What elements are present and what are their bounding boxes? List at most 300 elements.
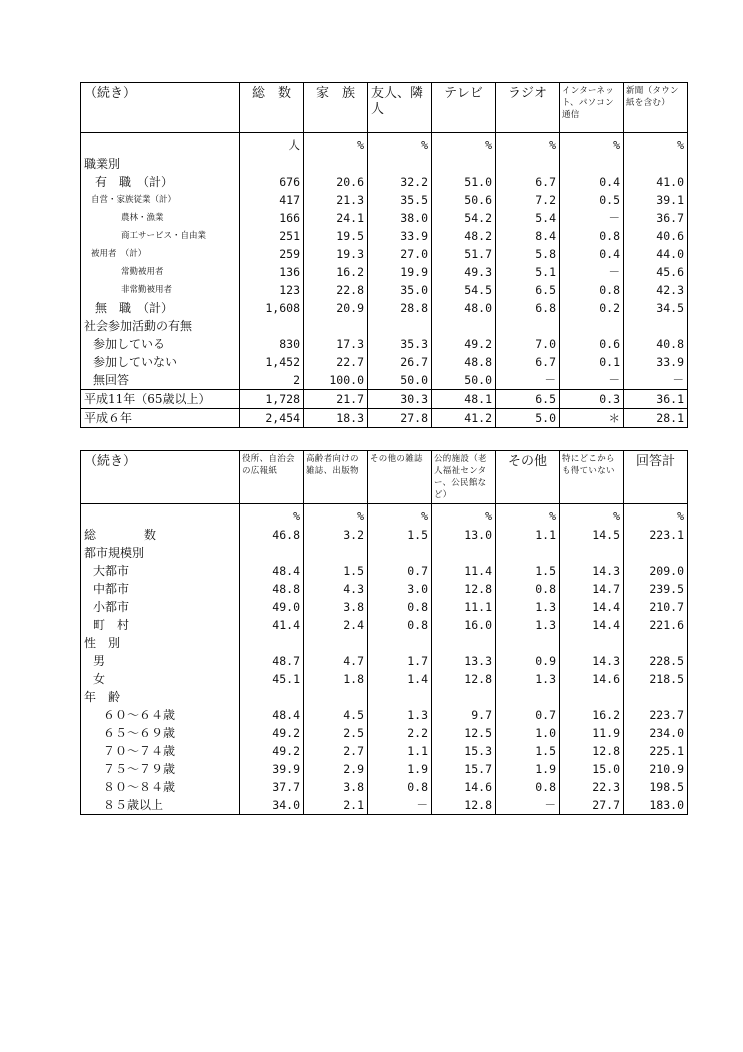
cell: 12.8 <box>432 796 496 815</box>
row-label: 社会参加活動の有無 <box>81 317 240 335</box>
cell: 49.3 <box>432 263 496 281</box>
cell: 48.8 <box>240 580 304 598</box>
row-label: 中都市 <box>81 580 240 598</box>
cell: 1.8 <box>304 670 368 688</box>
cell: 3.8 <box>304 778 368 796</box>
cell: 1.5 <box>496 742 560 760</box>
table1-header-radio: ラジオ <box>496 83 560 133</box>
table-row <box>81 209 688 227</box>
table-row <box>81 281 688 299</box>
cell: 33.9 <box>624 353 688 371</box>
table-row <box>81 670 688 688</box>
cell: 13.3 <box>432 652 496 670</box>
unit-cell: % <box>304 504 368 527</box>
cell: 40.8 <box>624 335 688 353</box>
cell: 14.5 <box>560 526 624 544</box>
table-row <box>81 155 688 173</box>
table-row <box>81 317 688 335</box>
unit-cell: % <box>432 504 496 527</box>
unit-cell: % <box>624 133 688 156</box>
cell <box>368 634 432 652</box>
cell: 0.9 <box>496 652 560 670</box>
row-label: 無回答 <box>81 371 240 390</box>
row-label: 都市規模別 <box>81 544 240 562</box>
cell: 0.7 <box>368 562 432 580</box>
cell: 223.7 <box>624 706 688 724</box>
cell: 19.3 <box>304 245 368 263</box>
row-label: 自営・家族従業（計） <box>81 191 240 209</box>
cell <box>304 544 368 562</box>
cell: 100.0 <box>304 371 368 390</box>
cell: 1.9 <box>496 760 560 778</box>
row-label: 参加している <box>81 335 240 353</box>
cell: 37.7 <box>240 778 304 796</box>
cell <box>304 155 368 173</box>
cell: 14.7 <box>560 580 624 598</box>
cell: 11.1 <box>432 598 496 616</box>
cell: 14.4 <box>560 598 624 616</box>
cell <box>432 634 496 652</box>
cell: 50.0 <box>368 371 432 390</box>
row-label: 被用者 （計） <box>81 245 240 263</box>
cell: 27.0 <box>368 245 432 263</box>
row-label: 男 <box>81 652 240 670</box>
cell: 35.0 <box>368 281 432 299</box>
cell: 5.0 <box>496 409 560 428</box>
cell: 1.3 <box>496 598 560 616</box>
cell: 6.5 <box>496 281 560 299</box>
cell: 16.0 <box>432 616 496 634</box>
cell: 1,728 <box>240 390 304 409</box>
cell: 33.9 <box>368 227 432 245</box>
cell <box>496 155 560 173</box>
row-label: ６５～６９歳 <box>81 724 240 742</box>
cell: 1.3 <box>368 706 432 724</box>
table1-header-newspaper: 新聞（タウン紙を含む） <box>624 83 688 133</box>
table2-header-senior-magazines: 高齢者向けの雑誌、出版物 <box>304 451 368 504</box>
unit-cell: % <box>496 133 560 156</box>
cell: 209.0 <box>624 562 688 580</box>
table1-header-total: 総 数 <box>240 83 304 133</box>
cell: 2.5 <box>304 724 368 742</box>
cell: 42.3 <box>624 281 688 299</box>
cell: 48.1 <box>432 390 496 409</box>
cell: 49.2 <box>432 335 496 353</box>
cell: 21.3 <box>304 191 368 209</box>
row-label: 非常勤被用者 <box>81 281 240 299</box>
row-label: 町 村 <box>81 616 240 634</box>
cell: 12.8 <box>560 742 624 760</box>
cell: 15.3 <box>432 742 496 760</box>
table-row <box>81 616 688 634</box>
row-label: 年 齢 <box>81 688 240 706</box>
cell: 1.1 <box>496 526 560 544</box>
cell: 5.1 <box>496 263 560 281</box>
cell <box>240 317 304 335</box>
cell: 14.3 <box>560 562 624 580</box>
cell <box>368 688 432 706</box>
row-label: ７０～７４歳 <box>81 742 240 760</box>
cell: 0.3 <box>560 390 624 409</box>
cell: 0.8 <box>368 778 432 796</box>
cell: 2.9 <box>304 760 368 778</box>
cell <box>560 317 624 335</box>
cell: 5.4 <box>496 209 560 227</box>
cell <box>240 634 304 652</box>
cell: 28.1 <box>624 409 688 428</box>
cell: 2.1 <box>304 796 368 815</box>
cell: 14.3 <box>560 652 624 670</box>
cell: 19.5 <box>304 227 368 245</box>
table-row <box>81 796 688 815</box>
cell: 50.0 <box>432 371 496 390</box>
cell: 1.3 <box>496 616 560 634</box>
cell: 17.3 <box>304 335 368 353</box>
cell: 0.1 <box>560 353 624 371</box>
cell: 28.8 <box>368 299 432 317</box>
table-row <box>81 760 688 778</box>
table-row <box>81 778 688 796</box>
cell: 16.2 <box>560 706 624 724</box>
unit-cell: % <box>560 504 624 527</box>
row-label: 無 職 （計） <box>81 299 240 317</box>
cell: 38.0 <box>368 209 432 227</box>
table-row <box>81 191 688 209</box>
table2-header-public-facilities: 公的施設（老人福祉センター、公民館など） <box>432 451 496 504</box>
cell: 27.7 <box>560 796 624 815</box>
cell: 218.5 <box>624 670 688 688</box>
cell: 30.3 <box>368 390 432 409</box>
cell: 48.4 <box>240 706 304 724</box>
unit-cell: % <box>304 133 368 156</box>
cell <box>496 317 560 335</box>
cell: 0.8 <box>496 580 560 598</box>
table-row <box>81 353 688 371</box>
table-row-summary <box>81 390 688 409</box>
cell <box>432 155 496 173</box>
cell: 228.5 <box>624 652 688 670</box>
cell: 4.3 <box>304 580 368 598</box>
cell: 210.9 <box>624 760 688 778</box>
cell: 49.2 <box>240 742 304 760</box>
cell: 20.9 <box>304 299 368 317</box>
cell: 19.9 <box>368 263 432 281</box>
unit-cell: % <box>624 504 688 527</box>
table-row <box>81 562 688 580</box>
cell: 12.8 <box>432 580 496 598</box>
row-label: 有 職 （計） <box>81 173 240 191</box>
unit-cell: % <box>240 504 304 527</box>
table-row <box>81 652 688 670</box>
cell: 26.7 <box>368 353 432 371</box>
cell: － <box>560 371 624 390</box>
cell: 830 <box>240 335 304 353</box>
table1-header-internet: インターネット、パソコン通信 <box>560 83 624 133</box>
row-label: 平成11年（65歳以上） <box>81 390 240 409</box>
cell: 40.6 <box>624 227 688 245</box>
cell <box>496 544 560 562</box>
cell: 45.6 <box>624 263 688 281</box>
cell: 39.9 <box>240 760 304 778</box>
table-row-summary <box>81 409 688 428</box>
row-label: ６０～６４歳 <box>81 706 240 724</box>
cell: 11.9 <box>560 724 624 742</box>
cell: 0.8 <box>560 281 624 299</box>
cell: 2.7 <box>304 742 368 760</box>
cell <box>560 155 624 173</box>
table-row <box>81 544 688 562</box>
unit-cell: % <box>368 133 432 156</box>
cell: 12.5 <box>432 724 496 742</box>
cell: 44.0 <box>624 245 688 263</box>
table2-header-continued: （続き） <box>81 451 240 504</box>
cell: 24.1 <box>304 209 368 227</box>
cell: 4.5 <box>304 706 368 724</box>
cell: 14.6 <box>432 778 496 796</box>
cell: 48.8 <box>432 353 496 371</box>
cell: 35.3 <box>368 335 432 353</box>
row-label: 職業別 <box>81 155 240 173</box>
cell: 15.7 <box>432 760 496 778</box>
cell: 6.7 <box>496 173 560 191</box>
cell: 0.8 <box>560 227 624 245</box>
cell: 12.8 <box>432 670 496 688</box>
cell: 0.5 <box>560 191 624 209</box>
cell <box>624 544 688 562</box>
cell: 20.6 <box>304 173 368 191</box>
row-label: ８０～８４歳 <box>81 778 240 796</box>
table2-header-other-magazines: その他の雑誌 <box>368 451 432 504</box>
cell: 251 <box>240 227 304 245</box>
cell: 41.4 <box>240 616 304 634</box>
cell: 45.1 <box>240 670 304 688</box>
cell: 0.8 <box>368 598 432 616</box>
unit-cell: % <box>432 133 496 156</box>
table1-header-family: 家 族 <box>304 83 368 133</box>
cell: 11.4 <box>432 562 496 580</box>
cell <box>560 544 624 562</box>
row-label: 商工サービス・自由業 <box>81 227 240 245</box>
cell: 1.1 <box>368 742 432 760</box>
cell: 49.0 <box>240 598 304 616</box>
cell: 136 <box>240 263 304 281</box>
table-row <box>81 706 688 724</box>
cell: 36.7 <box>624 209 688 227</box>
cell <box>368 544 432 562</box>
cell: － <box>560 209 624 227</box>
cell: 16.2 <box>304 263 368 281</box>
cell: 3.8 <box>304 598 368 616</box>
table1-header-friends: 友人、隣人 <box>368 83 432 133</box>
cell <box>624 634 688 652</box>
cell <box>496 634 560 652</box>
cell: － <box>560 263 624 281</box>
cell: 239.5 <box>624 580 688 598</box>
cell: 8.4 <box>496 227 560 245</box>
cell <box>304 317 368 335</box>
cell: 48.0 <box>432 299 496 317</box>
cell <box>624 317 688 335</box>
cell: 27.8 <box>368 409 432 428</box>
table2-header-public-bulletin: 役所、自治会の広報紙 <box>240 451 304 504</box>
cell: 1.5 <box>496 562 560 580</box>
row-label: ７５～７９歳 <box>81 760 240 778</box>
cell: 1.4 <box>368 670 432 688</box>
cell: 22.3 <box>560 778 624 796</box>
unit-cell <box>81 133 240 156</box>
table-row <box>81 742 688 760</box>
table2-unit-row <box>81 504 688 527</box>
table-row <box>81 173 688 191</box>
cell: 0.4 <box>560 245 624 263</box>
cell <box>368 317 432 335</box>
row-label: 総 数 <box>81 526 240 544</box>
row-label: 常勤被用者 <box>81 263 240 281</box>
cell: 1.5 <box>304 562 368 580</box>
cell: 0.2 <box>560 299 624 317</box>
row-label: 大都市 <box>81 562 240 580</box>
cell: － <box>496 371 560 390</box>
cell: 225.1 <box>624 742 688 760</box>
cell: 6.5 <box>496 390 560 409</box>
cell: 18.3 <box>304 409 368 428</box>
table-row <box>81 634 688 652</box>
cell: 1.0 <box>496 724 560 742</box>
table2-header-other: その他 <box>496 451 560 504</box>
cell: 210.7 <box>624 598 688 616</box>
cell <box>624 688 688 706</box>
table-information-sources-part1 <box>80 82 688 428</box>
cell: 14.4 <box>560 616 624 634</box>
cell: 2.4 <box>304 616 368 634</box>
row-label: ８５歳以上 <box>81 796 240 815</box>
unit-cell <box>81 504 240 527</box>
cell: 0.7 <box>496 706 560 724</box>
row-label: 平成６年 <box>81 409 240 428</box>
unit-cell: % <box>560 133 624 156</box>
unit-cell: % <box>368 504 432 527</box>
cell: 36.1 <box>624 390 688 409</box>
cell: 49.2 <box>240 724 304 742</box>
cell <box>560 688 624 706</box>
cell: 221.6 <box>624 616 688 634</box>
table-row <box>81 371 688 390</box>
cell: 0.6 <box>560 335 624 353</box>
cell: 15.0 <box>560 760 624 778</box>
cell: 1.9 <box>368 760 432 778</box>
cell: 259 <box>240 245 304 263</box>
cell: 22.7 <box>304 353 368 371</box>
table1-header-row <box>81 83 688 133</box>
cell: 13.0 <box>432 526 496 544</box>
cell: 21.7 <box>304 390 368 409</box>
table-row <box>81 263 688 281</box>
table1-unit-row <box>81 133 688 156</box>
cell <box>304 634 368 652</box>
row-label: 性 別 <box>81 634 240 652</box>
cell <box>240 544 304 562</box>
cell: 198.5 <box>624 778 688 796</box>
cell: 22.8 <box>304 281 368 299</box>
cell: 34.0 <box>240 796 304 815</box>
cell: 183.0 <box>624 796 688 815</box>
cell: 0.8 <box>368 616 432 634</box>
cell: 3.0 <box>368 580 432 598</box>
cell <box>496 688 560 706</box>
table1-header-continued: （続き） <box>81 83 240 133</box>
cell: 1,452 <box>240 353 304 371</box>
cell <box>624 155 688 173</box>
cell: 417 <box>240 191 304 209</box>
table-row <box>81 688 688 706</box>
cell: 0.8 <box>496 778 560 796</box>
cell <box>432 688 496 706</box>
row-label: 女 <box>81 670 240 688</box>
cell: 3.2 <box>304 526 368 544</box>
cell: 166 <box>240 209 304 227</box>
cell: 7.2 <box>496 191 560 209</box>
cell <box>432 544 496 562</box>
cell: 234.0 <box>624 724 688 742</box>
table2-header-answer-total: 回答計 <box>624 451 688 504</box>
cell: － <box>496 796 560 815</box>
row-label: 小都市 <box>81 598 240 616</box>
cell <box>304 688 368 706</box>
cell: 676 <box>240 173 304 191</box>
table-row <box>81 245 688 263</box>
cell: 6.7 <box>496 353 560 371</box>
cell: 35.5 <box>368 191 432 209</box>
cell: 34.5 <box>624 299 688 317</box>
row-label: 参加していない <box>81 353 240 371</box>
row-label: 農林・漁業 <box>81 209 240 227</box>
table-row <box>81 724 688 742</box>
cell: 2 <box>240 371 304 390</box>
unit-cell: % <box>496 504 560 527</box>
cell: 41.0 <box>624 173 688 191</box>
table-row <box>81 526 688 544</box>
cell: 9.7 <box>432 706 496 724</box>
table-row <box>81 598 688 616</box>
cell: 48.2 <box>432 227 496 245</box>
table2-header-none: 特にどこからも得ていない <box>560 451 624 504</box>
cell: 54.2 <box>432 209 496 227</box>
cell: － <box>368 796 432 815</box>
cell: 54.5 <box>432 281 496 299</box>
table-row <box>81 299 688 317</box>
cell: 223.1 <box>624 526 688 544</box>
unit-cell: 人 <box>240 133 304 156</box>
cell <box>432 317 496 335</box>
cell: 4.7 <box>304 652 368 670</box>
cell: 2.2 <box>368 724 432 742</box>
cell <box>240 155 304 173</box>
cell <box>560 634 624 652</box>
cell: 46.8 <box>240 526 304 544</box>
cell: 7.0 <box>496 335 560 353</box>
cell: 1.5 <box>368 526 432 544</box>
cell: 0.4 <box>560 173 624 191</box>
cell: 6.8 <box>496 299 560 317</box>
cell: 51.7 <box>432 245 496 263</box>
cell: 50.6 <box>432 191 496 209</box>
cell: 48.7 <box>240 652 304 670</box>
cell: 41.2 <box>432 409 496 428</box>
table2-header-row <box>81 451 688 504</box>
cell: 51.0 <box>432 173 496 191</box>
cell: ＊ <box>560 409 624 428</box>
cell: 123 <box>240 281 304 299</box>
